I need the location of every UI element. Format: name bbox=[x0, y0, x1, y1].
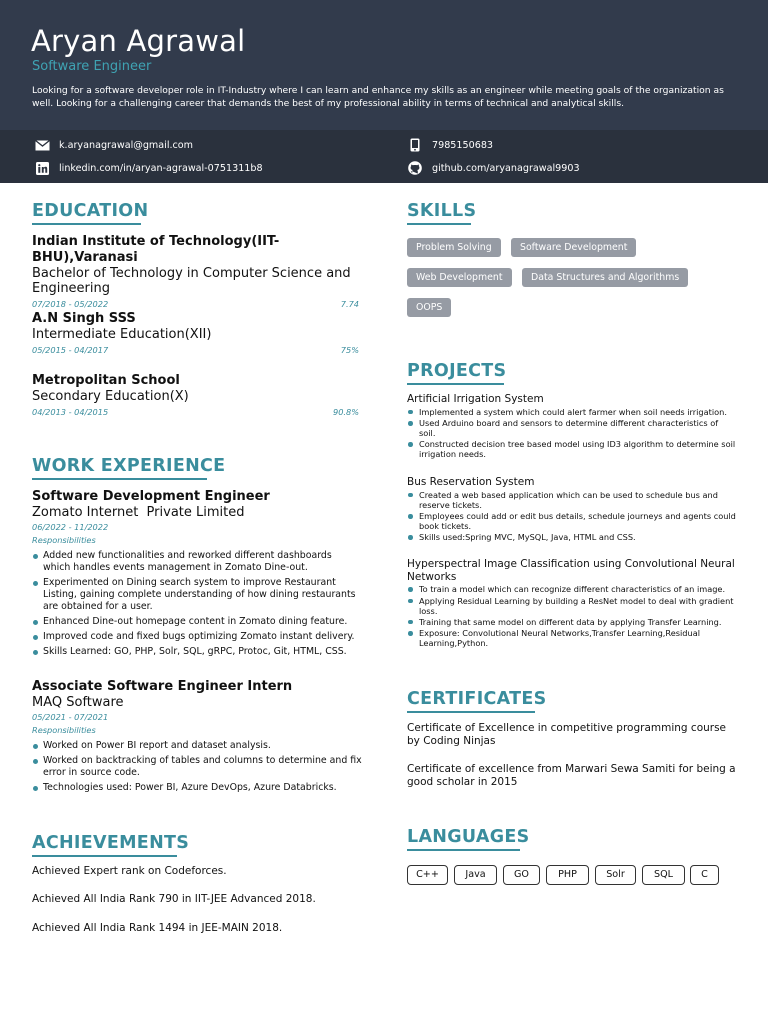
list-item: Used Arduino board and sensors to determine different characteristics of soil. bbox=[407, 418, 737, 438]
list-item: Created a web based application which can be used to schedule bus and reserve tickets. bbox=[407, 490, 737, 510]
list-item: Experimented on Dining search system to improve Restaurant Listing, gaining complete understanding of how dining restaurants are obtained for a user. bbox=[32, 577, 362, 613]
job-title: Associate Software Engineer Intern bbox=[32, 679, 293, 694]
degree-name: Intermediate Education(XII) bbox=[32, 327, 212, 342]
language-tag: GO bbox=[503, 865, 540, 885]
achievement-item: Achieved Expert rank on Codeforces. bbox=[32, 865, 227, 877]
education-score: 7.74 bbox=[340, 299, 359, 309]
work-experience-heading: WORK EXPERIENCE bbox=[32, 456, 226, 476]
institution-name: A.N Singh SSS bbox=[32, 311, 136, 326]
skill-tag: Data Structures and Algorithms bbox=[522, 268, 688, 287]
job-entry bbox=[32, 679, 362, 794]
project-entry bbox=[407, 476, 737, 542]
contact-github[interactable] bbox=[407, 161, 580, 175]
project-bullets bbox=[407, 584, 737, 648]
contact-bar bbox=[0, 130, 768, 183]
list-item: Exposure: Convolutional Neural Networks,Transfer Learning,Residual Learning,Python. bbox=[407, 628, 737, 648]
list-item: Training that same model on different data by applying Transfer Learning. bbox=[407, 617, 737, 627]
skill-tag: Web Development bbox=[407, 268, 512, 287]
education-item bbox=[32, 234, 359, 309]
education-dates: 04/2013 - 04/2015 bbox=[32, 407, 109, 417]
skills-heading: SKILLS bbox=[407, 201, 477, 221]
certificate-item: Certificate of excellence from Marwari Sewa Samiti for being a good scholar in 2015 bbox=[407, 763, 736, 788]
candidate-name: Aryan Agrawal bbox=[31, 24, 246, 58]
company-name: MAQ Software bbox=[32, 695, 124, 710]
phone-icon bbox=[407, 138, 423, 152]
list-item: Applying Residual Learning by building a ResNet model to deal with gradient loss. bbox=[407, 596, 737, 616]
section-underline bbox=[407, 223, 471, 225]
section-underline bbox=[407, 711, 535, 713]
project-title: Artificial Irrigation System bbox=[407, 393, 544, 405]
list-item: Technologies used: Power BI, Azure DevOps, Azure Databricks. bbox=[32, 782, 362, 794]
company-name: Zomato Internet Private Limited bbox=[32, 505, 245, 520]
education-dates: 07/2018 - 05/2022 bbox=[32, 299, 109, 309]
project-bullets bbox=[407, 490, 737, 543]
job-entry bbox=[32, 489, 362, 658]
section-underline bbox=[407, 383, 504, 385]
profile-summary: Looking for a software developer role in IT-Industry where I can learn and enhance my skills as an engineer while meeting goals of the organization as well. Looking for a challenging career that demands the best of my professional ability in terms of technical and analytical skills. bbox=[32, 85, 724, 109]
education-score: 90.8% bbox=[332, 407, 359, 417]
skill-tag: Software Development bbox=[511, 238, 636, 257]
list-item: Enhanced Dine-out homepage content in Zomato dining feature. bbox=[32, 616, 362, 628]
github-icon bbox=[407, 161, 423, 175]
project-entry bbox=[407, 558, 737, 648]
language-tag: Java bbox=[454, 865, 497, 885]
list-item: Constructed decision tree based model using ID3 algorithm to determine soil irrigation needs. bbox=[407, 439, 737, 459]
skill-tag: OOPS bbox=[407, 298, 451, 317]
linkedin-icon bbox=[34, 161, 50, 175]
resume-header bbox=[0, 0, 768, 130]
education-heading: EDUCATION bbox=[32, 201, 149, 221]
responsibilities-label: Responsibilities bbox=[32, 535, 96, 545]
contact-phone[interactable] bbox=[407, 138, 493, 152]
contact-linkedin[interactable] bbox=[34, 161, 263, 175]
certificates-heading: CERTIFICATES bbox=[407, 689, 547, 709]
education-score: 75% bbox=[340, 345, 359, 355]
email-text: k.aryanagrawal@gmail.com bbox=[59, 139, 194, 151]
language-tag: C++ bbox=[407, 865, 448, 885]
achievement-item: Achieved All India Rank 790 in IIT-JEE Advanced 2018. bbox=[32, 893, 316, 905]
languages-heading: LANGUAGES bbox=[407, 827, 530, 847]
section-underline bbox=[407, 849, 520, 851]
skill-tag: Problem Solving bbox=[407, 238, 501, 257]
candidate-role: Software Engineer bbox=[32, 59, 152, 74]
responsibilities-label: Responsibilities bbox=[32, 725, 96, 735]
list-item: Employees could add or edit bus details, schedule journeys and agents could book tickets. bbox=[407, 511, 737, 531]
list-item: Worked on backtracking of tables and columns to determine and fix error in source code. bbox=[32, 755, 362, 779]
responsibilities-list bbox=[32, 550, 362, 658]
list-item: Worked on Power BI report and dataset analysis. bbox=[32, 740, 362, 752]
list-item: Skills used:Spring MVC, MySQL, Java, HTML and CSS. bbox=[407, 532, 737, 542]
responsibilities-list bbox=[32, 740, 362, 794]
degree-name: Secondary Education(X) bbox=[32, 389, 189, 404]
certificate-item: Certificate of Excellence in competitive programming course by Coding Ninjas bbox=[407, 722, 727, 747]
job-dates: 06/2022 - 11/2022 bbox=[32, 522, 109, 532]
project-title: Bus Reservation System bbox=[407, 476, 535, 488]
education-meta bbox=[32, 345, 359, 355]
envelope-icon bbox=[34, 138, 50, 152]
education-item bbox=[32, 373, 359, 417]
education-dates: 05/2015 - 04/2017 bbox=[32, 345, 109, 355]
degree-name: Bachelor of Technology in Computer Science and Engineering bbox=[32, 266, 351, 296]
education-meta bbox=[32, 299, 359, 309]
institution-name: Metropolitan School bbox=[32, 373, 180, 388]
list-item: Implemented a system which could alert farmer when soil needs irrigation. bbox=[407, 407, 737, 417]
achievements-heading: ACHIEVEMENTS bbox=[32, 833, 190, 853]
list-item: Added new functionalities and reworked different dashboards which handles events management in Zomato Dine-out. bbox=[32, 550, 362, 574]
projects-heading: PROJECTS bbox=[407, 361, 507, 381]
section-underline bbox=[32, 855, 177, 857]
linkedin-text: linkedin.com/in/aryan-agrawal-0751311b8 bbox=[59, 162, 263, 174]
contact-email[interactable] bbox=[34, 138, 193, 152]
section-underline bbox=[32, 478, 207, 480]
language-tag: SQL bbox=[642, 865, 685, 885]
section-underline bbox=[32, 223, 141, 225]
institution-name: Indian Institute of Technology(IIT-BHU),Varanasi bbox=[32, 234, 280, 265]
language-tag: C bbox=[690, 865, 719, 885]
job-title: Software Development Engineer bbox=[32, 489, 270, 504]
education-meta bbox=[32, 407, 359, 417]
list-item: To train a model which can recognize different characteristics of an image. bbox=[407, 584, 737, 594]
achievement-item: Achieved All India Rank 1494 in JEE-MAIN 2018. bbox=[32, 922, 283, 934]
list-item: Skills Learned: GO, PHP, Solr, SQL, gRPC, Protoc, Git, HTML, CSS. bbox=[32, 646, 362, 658]
project-title: Hyperspectral Image Classification using Convolutional Neural Networks bbox=[407, 558, 735, 583]
job-dates: 05/2021 - 07/2021 bbox=[32, 712, 109, 722]
language-tag: PHP bbox=[546, 865, 589, 885]
project-bullets bbox=[407, 407, 737, 460]
list-item: Improved code and fixed bugs optimizing Zomato instant delivery. bbox=[32, 631, 362, 643]
education-item bbox=[32, 311, 359, 355]
project-entry bbox=[407, 393, 737, 459]
phone-text: 7985150683 bbox=[432, 139, 494, 151]
github-text: github.com/aryanagrawal9903 bbox=[432, 162, 580, 174]
language-tag: Solr bbox=[595, 865, 636, 885]
